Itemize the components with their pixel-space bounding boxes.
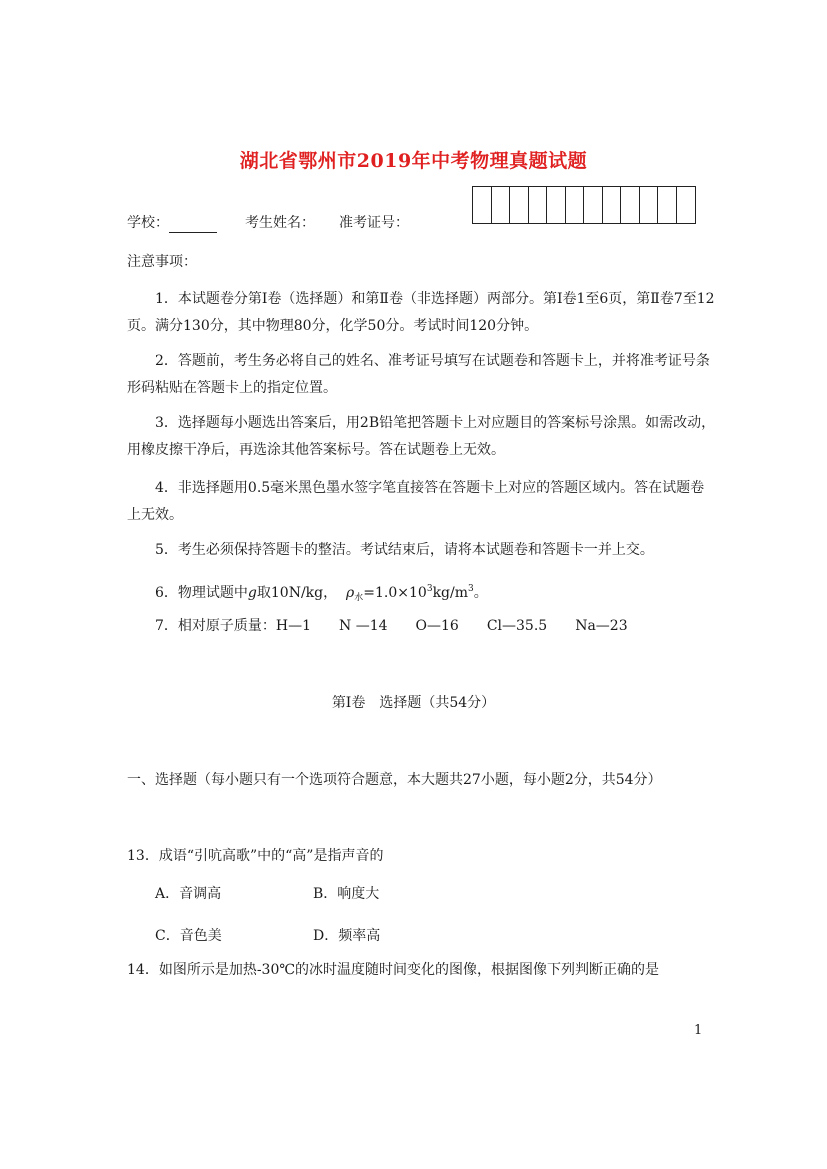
- unit-exponent: 3: [468, 584, 474, 594]
- option-d: D．频率高: [313, 928, 381, 944]
- id-cell: [473, 187, 492, 223]
- notice-item-6: [155, 579, 488, 608]
- notice-heading: 注意事项：: [127, 254, 197, 270]
- school-label: 学校：: [127, 215, 169, 231]
- page-title: 湖北省鄂州市2019年中考物理真题试题: [239, 150, 588, 172]
- notice6-mid: 取10N/kg，: [256, 585, 338, 601]
- id-cell: [658, 187, 677, 223]
- id-cell: [492, 187, 511, 223]
- id-cell: [566, 187, 585, 223]
- rho-subscript: 水: [354, 593, 364, 603]
- id-cell: [640, 187, 659, 223]
- option-c: C．音色美: [155, 928, 222, 944]
- id-cell: [677, 187, 696, 223]
- option-a: A．音调高: [155, 886, 222, 902]
- density-unit: kg/m: [432, 585, 468, 601]
- question-13-options-row1: [155, 883, 471, 903]
- part-heading: 一、选择题（每小题只有一个选项符合题意，本大题共27小题，每小题2分，共54分）: [127, 772, 662, 788]
- notice6-end: 。: [473, 585, 488, 601]
- notice-item: 4．非选择题用0.5毫米黑色墨水签字笔直接答在答题卡上对应的答题区域内。答在试题卷上无效。: [127, 480, 705, 523]
- notice6-prefix: 6．物理试题中: [155, 585, 248, 601]
- id-cell: [621, 187, 640, 223]
- name-label: 考生姓名：: [245, 215, 315, 231]
- page-number: 1: [694, 1023, 703, 1038]
- id-label: 准考证号：: [339, 215, 409, 231]
- id-cell: [603, 187, 622, 223]
- id-cell: [510, 187, 529, 223]
- exponent: 3: [426, 584, 433, 594]
- notice-item: 2．答题前，考生务必将自己的姓名、准考证号填写在试题卷和答题卡上，并将准考证号条形码粘贴在答题卡上的指定位置。: [127, 353, 710, 396]
- notice-item: 1．本试题卷分第Ⅰ卷（选择题）和第Ⅱ卷（非选择题）两部分。第Ⅰ卷1至6页，第Ⅱ卷7至12页。满分130分，其中物理80分，化学50分。考试时间120分钟。: [127, 291, 715, 334]
- section-title: 第Ⅰ卷 选择题（共54分）: [331, 695, 496, 711]
- notice-item: 3．选择题每小题选出答案后，用2B铅笔把答题卡上对应题目的答案标号涂黑。如需改动，用橡皮擦干净后，再选涂其他答案标号。答在试题卷上无效。: [127, 415, 716, 458]
- symbol-rho: ρ: [346, 585, 355, 601]
- id-cell: [547, 187, 566, 223]
- school-blank: [169, 218, 217, 233]
- notice-item: 5．考生必须保持答题卡的整洁。考试结束后，请将本试题卷和答题卡一并上交。: [155, 542, 654, 558]
- density-value: =1.0×10: [363, 585, 427, 601]
- exam-id-grid: [472, 186, 696, 224]
- question-14-stem: 14．如图所示是加热-30℃的冰时温度随时间变化的图像，根据图像下列判断正确的是: [127, 962, 660, 978]
- school-field: [127, 213, 237, 233]
- question-13-options-row2: [155, 925, 471, 945]
- symbol-g: g: [247, 585, 257, 601]
- id-cell: [529, 187, 548, 223]
- id-cell: [584, 187, 603, 223]
- option-b: B．响度大: [313, 886, 380, 902]
- notice-item-7: 7．相对原子质量：H—1 N —14 O—16 Cl—35.5 Na—23: [155, 618, 628, 634]
- question-13-stem: 13．成语“引吭高歌”中的“高”是指声音的: [127, 848, 384, 864]
